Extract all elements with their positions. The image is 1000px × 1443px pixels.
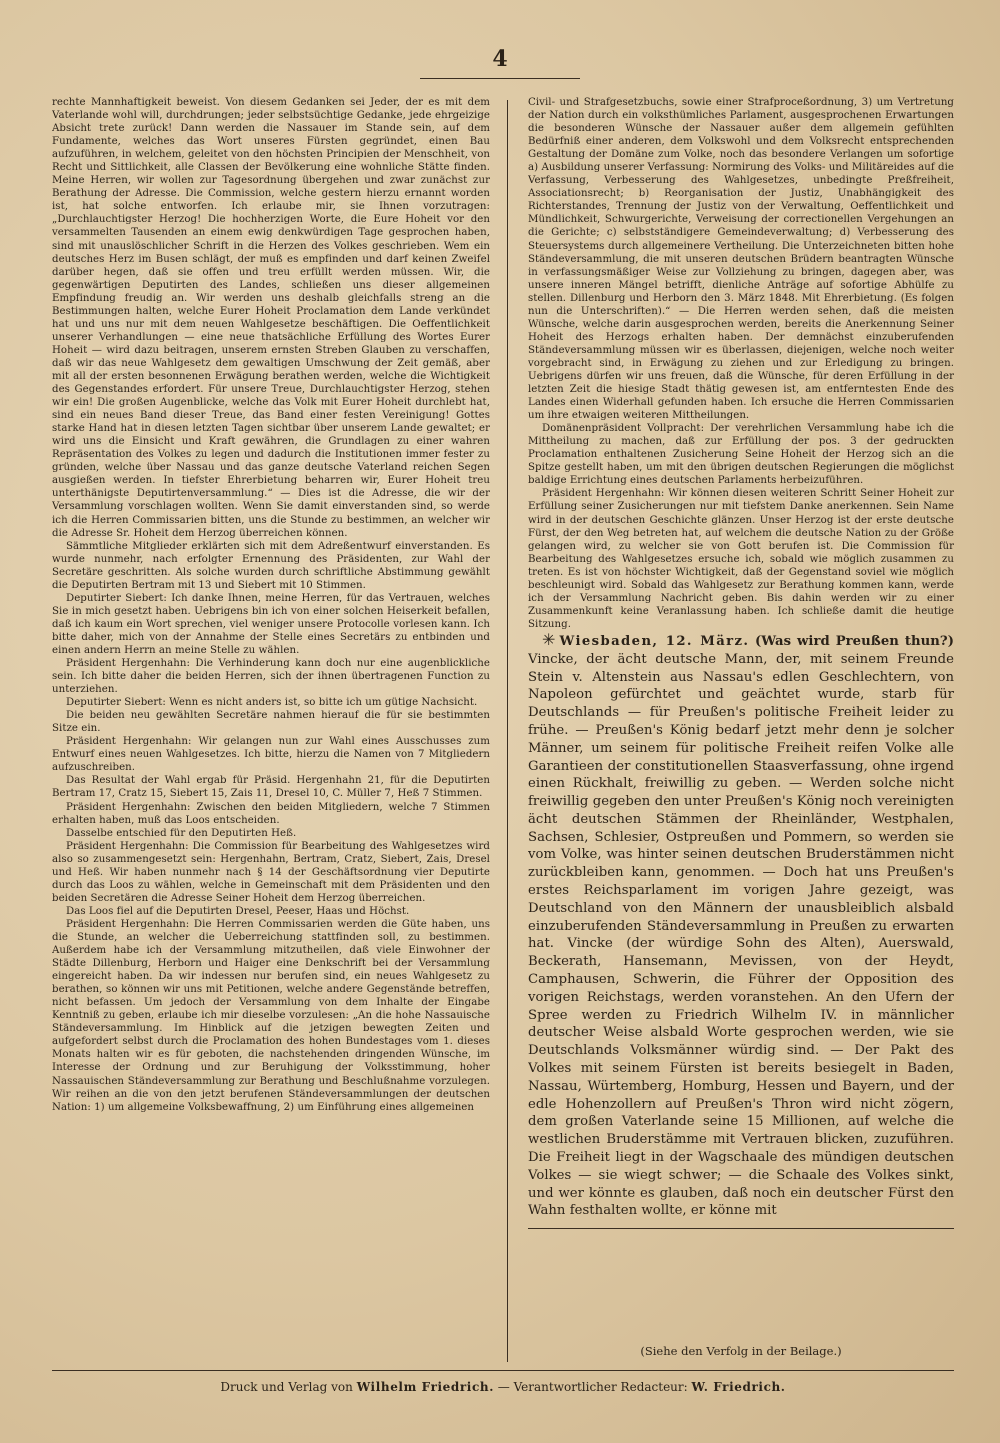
right-paragraph-2: Domänenpräsident Vollpracht: Der verehrlichen Versammlung habe ich die Mittheilung zu machen, daß zur Erfüllung der pos. 3 der gedruckten Proclamation enthaltenen Zusicherung Seine Hoheit der Herzog sich an die Spitze gestellt haben, um mit den übrigen deutschen Regierungen die möglichst baldige Errichtung eines deutschen Parlaments herbeizuführen.: [528, 423, 954, 487]
imprint-prefix: Druck und Verlag von: [220, 1380, 353, 1394]
column-rule: [507, 100, 508, 1362]
right-column: [528, 96, 954, 1366]
left-column: [52, 96, 490, 1366]
top-rule: [420, 78, 580, 79]
left-paragraph-8: Das Resultat der Wahl ergab für Präsid. Hergenhahn 21, für die Deputirten Bertram 17, Cratz 15, Siebert 15, Zais 11, Dresel 10, C. Müller 7, Heß 7 Stimmen.: [52, 775, 490, 800]
left-paragraph-7: Präsident Hergenhahn: Wir gelangen nun zur Wahl eines Ausschusses zum Entwurf eines neuen Wahlgesetzes. Ich bitte, hierzu die Namen von 7 Mitgliedern aufzuschreiben.: [52, 736, 490, 774]
left-paragraph-10: Dasselbe entschied für den Deputirten Heß.: [66, 827, 297, 839]
bottom-rule: [52, 1370, 954, 1371]
left-paragraph-6: Die beiden neu gewählten Secretäre nahmen hierauf die für sie bestimmten Sitze ein.: [52, 710, 490, 735]
imprint-separator: — Verantwortlicher Redacteur:: [497, 1380, 688, 1394]
imprint-publisher: Wilhelm Friedrich.: [356, 1380, 494, 1394]
continuation-note: (Siehe den Verfolg in der Beilage.): [640, 1344, 842, 1358]
left-paragraph-12: Das Loos fiel auf die Deputirten Dresel, Peeser, Haas und Höchst.: [66, 905, 410, 917]
article-dateline: Wiesbaden, 12. März.: [559, 633, 750, 649]
left-paragraph-3: Deputirter Siebert: Ich danke Ihnen, meine Herren, für das Vertrauen, welches Sie in mich gesetzt haben. Uebrigens bin ich von einer solchen Heiserkeit befallen, daß ich kaum ein Wort sprechen, viel weniger unsere Protocolle vorlesen kann. Ich bitte daher, mich von der Annahme der Stelle eines Secretärs zu entbinden und einen andern Herrn an meine Stelle zu wählen.: [52, 592, 490, 656]
right-paragraph-1: Civil- und Strafgesetzbuchs, sowie einer Strafproceßordnung, 3) um Vertretung der Nation durch ein volksthümliches Parlament, ausgesprochenen Erwartungen die besonderen Wünsche der Nassauer außer dem allgemein gefühlten Bedürfniß einer anderen, dem Volkswohl und dem Volksrecht entsprechenden Gestaltung der Domäne zum Volke, noch das besondere Verlangen um sofortige a) Ausbildung unserer Verfassung: Normirung des Volks- und Militäreides auf die Verfassung, Verbesserung des Wahlgesetzes, unbedingte Preßfreiheit, Associationsrecht; b) Reorganisation der Justiz, Unabhängigkeit des Richterstandes, Trennung der Justiz von der Verwaltung, Oeffentlichkeit und Mündlichkeit, Schwurgerichte, Verweisung der correctionellen Vergehungen an die Gerichte; c) selbstständigere Gemeindeverwaltung; d) Verbesserung des Steuersystems durch allgemeinere Vertheilung. Die Unterzeichneten bitten hohe Ständeversammlung, die mit unseren deutschen Brüdern beantragten Wünsche in verfassungsmäßiger Weise zur Vollziehung zu bringen, dagegen aber, was unsere inneren Mängel betrifft, dienliche Anträge auf sofortige Abhülfe zu stellen. Dillenburg und Herborn den 3. März 1848. Mit Ehrerbietung. (Es folgen nun die Unterschriften).“ — Die Herren werden sehen, daß die meisten Wünsche, welche darin ausgesprochen werden, bereits die Anerkennung Seiner Hoheit des Herzogs erhalten haben. Der demnächst einzuberufenden Ständeversammlung müssen wir es überlassen, diejenigen, welche noch weiter vorgebracht sind, in Erwägung zu ziehen und zur Erledigung zu bringen. Uebrigens dürfen wir uns freuen, daß die Wünsche, für deren Erfüllung in der letzten Zeit die hiesige Stadt thätig gewesen ist, am entferntesten Ende des Landes einen Widerhall gefunden haben. Ich ersuche die Herren Commissarien um ihre etwaigen weiteren Mittheilungen.: [528, 97, 954, 422]
left-paragraph-1: rechte Mannhaftigkeit beweist. Von diesem Gedanken sei Jeder, der es mit dem Vaterlande wohl will, durchdrungen; jeder selbstsüchtige Gedanke, jede ehrgeizige Absicht trete zurück! Dann werden die Nassauer im Stande sein, auf dem Fundamente, welches das Wort unseres Fürsten gegründet, einen Bau aufzuführen, in welchem, geleitet von den höchsten Principien der Menschheit, von Recht und Sittlichkeit, alle Classen der Bevölkerung eine wohnliche Stätte finden. Meine Herren, wir wollen zur Tagesordnung übergehen und zwar zunächst zur Berathung der Adresse. Die Commission, welche gestern hierzu ernannt worden ist, hat solche entworfen. Ich erlaube mir, sie Ihnen vorzutragen: „Durchlauchtigster Herzog! Die hochherzigen Worte, die Eure Hoheit vor den versammelten Tausenden an einem ewig denkwürdigen Tage gesprochen haben, sind mit unauslöschlicher Schrift in die Herzen des Volkes geschrieben. Wem ein deutsches Herz im Busen schlägt, der muß es empfinden und darf keinen Zweifel darüber hegen, daß sie offen und treu erfüllt werden müssen. Wir, die gegenwärtigen Deputirten des Landes, schließen uns dieser allgemeinen Empfindung freudig an. Wir werden uns deshalb gleichfalls streng an die Bestimmungen halten, welche Eurer Hoheit Proclamation dem Lande verkündet hat und uns nur mit dem neuen Wahlgesetze beschäftigen. Die Oeffentlichkeit unserer Verhandlungen — eine neue thatsächliche Erfüllung des Wortes Eurer Hoheit — wird dazu beitragen, unserem ernsten Streben Glauben zu verschaffen, daß wir das neue Wahlgesetz dem gewaltigen Umschwung der Zeit gemäß, aber mit all der ersten besonnenen Erwägung berathen werden, welche die Wichtigkeit des Gegenstandes erfordert. Für unsere Treue, Durchlauchtigster Herzog, stehen wir ein! Die großen Augenblicke, welche das Volk mit Eurer Hoheit durchlebt hat, sind ein neues Band dieser Treue, das Band einer festen Vereinigung! Gottes starke Hand hat in diesen letzten Tagen sichtbar über unserem Lande gewaltet; er wird uns die Einsicht und Kraft gewähren, die Grundlagen zu einer wahren Repräsentation des Volkes zu legen und dadurch die Institutionen immer fester zu gründen, welche über Nassau und das ganze deutsche Vaterland reichen Segen ausgießen werden. In tiefster Ehrerbietung beharren wir, Eurer Hoheit treu unterthänigste Deputirtenversammlung.“ — Dies ist die Adresse, die wir der Versammlung vorschlagen wollten. Wenn Sie damit einverstanden sind, so werde ich die Herren Commissarien bitten, uns die Stunde zu bestimmen, an welcher wir die Adresse Sr. Hoheit dem Herzog überreichen können.: [52, 97, 490, 539]
article-body: Vincke, der ächt deutsche Mann, der, mit seinem Freunde Stein v. Altenstein aus Nassau's edlen Geschlechtern, von Napoleon gefürchtet und geächtet wurde, starb für Deutschlands — für Preußen's politische Freiheit leider zu frühe. — Preußen's König bedarf jetzt mehr denn je solcher Männer, um seinem für politische Freiheit reifen Volke alle Garantieen der constitutionellen Staasverfassung, ohne irgend einen Rückhalt, freiwillig zu geben. — Werden solche nicht freiwillig gegeben den unter Preußen's König noch vereinigten ächt deutschen Stämmen der Rheinländer, Westphalen, Sachsen, Schlesier, Ostpreußen und Pommern, so werden sie vom Volke, was hinter seinen deutschen Bruderstämmen nicht zurückbleiben kann, genommen. — Doch hat uns Preußen's erstes Reichsparlament im vorigen Jahre gezeigt, was Deutschland von den Männern der unausbleiblich alsbald einzuberufenden Ständeversammlung in Preußen zu erwarten hat. Vincke (der würdige Sohn des Alten), Auerswald, Beckerath, Hansemann, Mevissen, von der Heydt, Camphausen, Schwerin, die Führer der Opposition des vorigen Reichstags, werden voranstehen. An den Ufern der Spree werden zu Friedrich Wilhelm IV. in männlicher deutscher Weise alsbald Worte gesprochen werden, wie sie Deutschlands Volksmänner würdig sind. — Der Pakt des Volkes mit seinem Fürsten ist bereits besiegelt in Baden, Nassau, Würtemberg, Homburg, Hessen und Bayern, und der edle Hohenzollern auf Preußen's Thron wird nicht zögern, dem großen Vaterlande seine 15 Millionen, auf welche die westlichen Bruderstämme mit Vertrauen blicken, zuzuführen. Die Freiheit liegt in der Wagschaale des mündigen deutschen Volkes — sie wiegt schwer; — die Schaale des Volkes sinkt, und wer könnte es glauben, daß noch ein deutscher Fürst den Wahn festhalten wollte, er könne mit: [528, 651, 954, 1219]
right-paragraph-3: Präsident Hergenhahn: Wir können diesen weiteren Schritt Seiner Hoheit zur Erfüllung seiner Zusicherungen nur mit tiefstem Danke anerkennen. Sein Name wird in der deutschen Geschichte glänzen. Unser Herzog ist der erste deutsche Fürst, der den Weg betreten hat, auf welchem die deutsche Nation zu der Größe gelangen wird, zu welcher sie von Gott berufen ist. Die Commission für Bearbeitung des Wahlgesetzes ersuche ich, sobald wie möglich zusammen zu treten. Es ist von höchster Wichtigkeit, daß der Gegenstand soviel wie möglich beschleunigt wird. Sobald das Wahlgesetz zur Berathung kommen kann, werde ich der Versammlung Nachricht geben. Bis dahin werden wir zu einer Zusammenkunft keine Veranlassung haben. Ich schließe damit die heutige Sitzung.: [528, 488, 954, 630]
star-icon: ✳: [542, 629, 556, 649]
left-paragraph-9: Präsident Hergenhahn: Zwischen den beiden Mitgliedern, welche 7 Stimmen erhalten haben, muß das Loos entscheiden.: [52, 801, 490, 826]
left-paragraph-5: Deputirter Siebert: Wenn es nicht anders ist, so bitte ich um gütige Nachsicht.: [66, 697, 478, 709]
left-paragraph-11: Präsident Hergenhahn: Die Commission für Bearbeitung des Wahlgesetzes wird also so zusammengesetzt sein: Hergenhahn, Bertram, Cratz, Siebert, Zais, Dresel und Heß. Wir haben nunmehr nach § 14 der Geschäftsordnung vier Deputirte durch das Loos zu wählen, welche in Gemeinschaft mit dem Präsidenten und den beiden Secretären die Adresse Seiner Hoheit dem Herzog überreichen.: [52, 840, 490, 904]
page-number: 4: [492, 46, 508, 72]
left-paragraph-2: Sämmtliche Mitglieder erklärten sich mit dem Adreßentwurf einverstanden. Es wurde nunmehr, nach erfolgter Ernennung des Präsidenten, zur Wahl der Secretäre geschritten. Als solche wurden durch schriftliche Abstimmung gewählt die Deputirten Bertram mit 13 und Siebert mit 10 Stimmen.: [52, 540, 490, 591]
article-paragraph: [528, 631, 954, 1220]
article-end-rule: [528, 1228, 954, 1229]
left-paragraph-13: Präsident Hergenhahn: Die Herren Commissarien werden die Güte haben, uns die Stunde, an welcher die Ueberreichung stattfinden soll, zu bestimmen. Außerdem habe ich der Versammlung mitzutheilen, daß viele Einwohner der Städte Dillenburg, Herborn und Haiger eine Denkschrift bei der Versammlung eingereicht haben. Da wir indessen nur berufen sind, ein neues Wahlgesetz zu berathen, so können wir uns mit Petitionen, welche andere Gegenstände betreffen, nicht befassen. Um jedoch der Versammlung von dem Inhalte der Eingabe Kenntniß zu geben, erlaube ich mir dieselbe vorzulesen: „An die hohe Nassauische Ständeversammlung. Im Hinblick auf die jetzigen bewegten Zeiten und aufgefordert selbst durch die Proclamation des hohen Bundestages vom 1. dieses Monats halten wir es für geboten, die nachstehenden dringenden Wünsche, im Interesse der Ordnung und zur Beruhigung der Volksstimmung, hoher Nassauischen Ständeversammlung zur Berathung und Beschlußnahme vorzulegen. Wir reihen an die von den jetzt berufenen Ständeversammlungen der deutschen Nation: 1) um allgemeine Volksbewaffnung, 2) um Einführung eines allgemeinen: [52, 918, 490, 1113]
imprint-editor: W. Friedrich.: [691, 1380, 786, 1394]
imprint: [52, 1380, 954, 1394]
article-headline: (Was wird Preußen thun?): [754, 633, 954, 649]
left-paragraph-4: Präsident Hergenhahn: Die Verhinderung kann doch nur eine augenblickliche sein. Ich bitte daher die beiden Herren, sich der ihnen übertragenen Function zu unterziehen.: [52, 658, 490, 696]
